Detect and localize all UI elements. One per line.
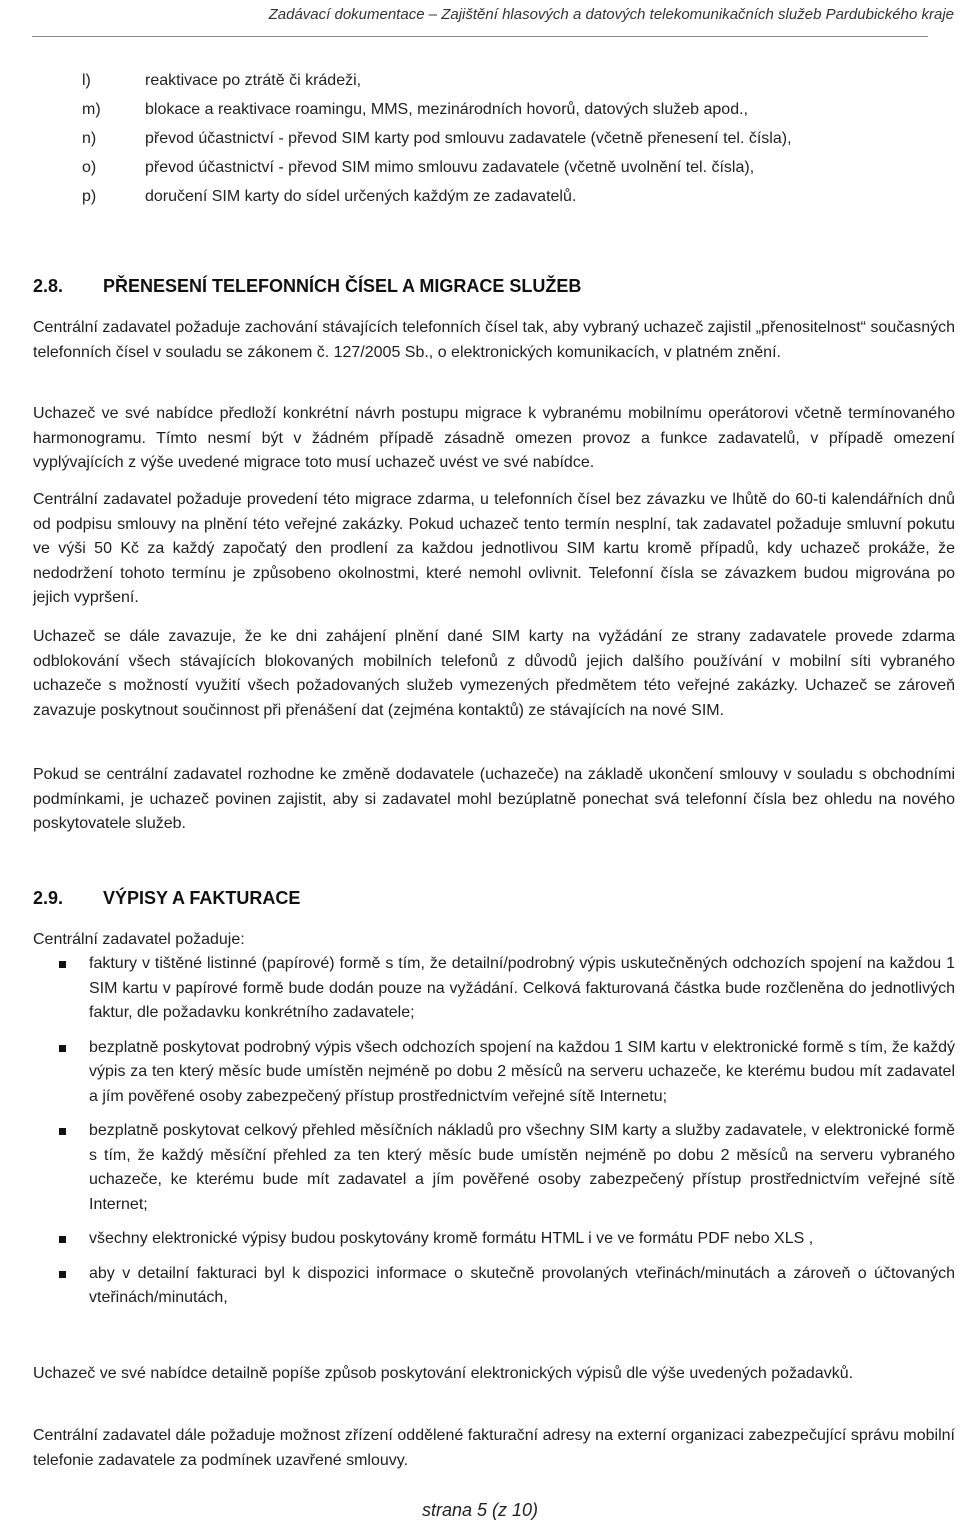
list-item — [82, 182, 942, 211]
bullet-square-icon — [59, 961, 66, 968]
section-title: PŘENESENÍ TELEFONNÍCH ČÍSEL A MIGRACE SLUŽEB — [103, 276, 582, 296]
bullet-square-icon — [59, 1128, 66, 1135]
list-item — [33, 1262, 955, 1311]
list-item — [33, 952, 955, 1026]
list-text: blokace a reaktivace roamingu, MMS, mezinárodních hovorů, datových služeb apod., — [145, 101, 748, 118]
section-heading-2-8 — [33, 276, 581, 297]
header-title: Zadávací dokumentace – Zajištění hlasových a datových telekomunikačních služeb Pardubického kraje — [268, 6, 954, 23]
paragraph: Centrální zadavatel požaduje provedení této migrace zdarma, u telefonních čísel bez závazku ve lhůtě do 60-ti kalendářních dnů od podpisu smlouvy na plnění této veřejné zakázky. Pokud uchazeč tento termín nesplní, tak zadavatel požaduje smluvní pokutu ve výši 50 Kč za každý započatý den prodlení za každou jednotlivou SIM kartu kromě případů, kdy uchazeč prokáže, že nedodržení tohoto termínu je způsobeno okolnostmi, které nemohl ovlivnit. Telefonní čísla se závazkem budou migrována po jejich vypršení. — [33, 491, 955, 606]
paragraph: Centrální zadavatel požaduje zachování stávajících telefonních čísel tak, aby vybraný uchazeč zajistil „přenositelnost“ současných telefonních čísel v souladu se zákonem č. 127/2005 Sb., o elektronických komunikacích, v platném znění. — [33, 319, 955, 361]
bullet-text: bezplatně poskytovat celkový přehled měsíčních nákladů pro všechny SIM karty a služby zadavatele, v elektronické formě s tím, že každý měsíční přehled za ten který měsíc bude umístěn nejméně po dobu 2 měsíců na serveru vybraného uchazeče, ke kterému bude mít zadavatel a jím pověřené osoby zabezpečený přístup prostřednictvím veřejné sítě Internet; — [89, 1122, 955, 1213]
bullet-square-icon — [59, 1045, 66, 1052]
section-title: VÝPISY A FAKTURACE — [103, 888, 301, 908]
lettered-list — [82, 66, 942, 211]
bullet-text: faktury v tištěné listinné (papírové) formě s tím, že detailní/podrobný výpis uskutečněných odchozích spojení na každou 1 SIM kartu v papírové formě bude dodán pouze na vyžádání. Celková fakturovaná částka bude rozčleněna do jednotlivých faktur, dle požadavku konkrétního zadavatele; — [89, 955, 955, 1021]
list-item — [33, 1227, 955, 1252]
paragraph: Centrální zadavatel požaduje: — [33, 931, 245, 948]
section-number: 2.8. — [33, 276, 64, 296]
page-header — [0, 0, 960, 32]
list-marker: n) — [82, 130, 97, 147]
list-text: převod účastnictví - převod SIM mimo smlouvu zadavatele (včetně uvolnění tel. čísla), — [145, 159, 755, 176]
list-marker: m) — [82, 101, 101, 118]
list-item — [33, 1119, 955, 1217]
bullet-list — [33, 952, 955, 1321]
list-item — [82, 153, 942, 182]
page-footer — [0, 1500, 960, 1521]
paragraph: Uchazeč ve své nabídce předloží konkrétní návrh postupu migrace k vybranému mobilnímu operátorovi včetně termínovaného harmonogramu. Tímto nesmí být v žádném případě zásadně omezen provoz a funkce zadavatelů, v případě omezení vyplývajících z výše uvedené migrace toto musí uchazeč uvést ve své nabídce. — [33, 405, 955, 471]
list-text: doručení SIM karty do sídel určených každým ze zadavatelů. — [145, 188, 577, 205]
bullet-text: aby v detailní fakturaci byl k dispozici informace o skutečně provolaných vteřinách/minutách a zároveň o účtovaných vteřinách/minutách, — [89, 1264, 955, 1306]
list-text: převod účastnictví - převod SIM karty pod smlouvu zadavatele (včetně přenesení tel. čísla), — [145, 130, 792, 147]
bullet-square-icon — [59, 1271, 66, 1278]
list-text: reaktivace po ztrátě či krádeži, — [145, 72, 362, 89]
section-heading-2-9 — [33, 888, 300, 909]
list-item — [33, 1036, 955, 1110]
page-number: strana 5 (z 10) — [421, 1500, 539, 1520]
paragraph: Pokud se centrální zadavatel rozhodne ke změně dodavatele (uchazeče) na základě ukončení smlouvy v souladu s obchodními podmínkami, je uchazeč povinen zajistit, aby si zadavatel mohl bezúplatně ponechat svá telefonní čísla bez ohledu na nového poskytovatele služeb. — [33, 766, 955, 832]
bullet-text: všechny elektronické výpisy budou poskytovány kromě formátu HTML i ve ve formátu PDF nebo XLS , — [89, 1230, 814, 1247]
list-item — [82, 124, 942, 153]
list-item — [82, 66, 942, 95]
list-item — [82, 95, 942, 124]
paragraph: Centrální zadavatel dále požaduje možnost zřízení oddělené fakturační adresy na externí organizaci zabezpečující správu mobilní telefonie zadavatele za podmínek uzavřené smlouvy. — [33, 1427, 955, 1469]
list-marker: p) — [82, 188, 97, 205]
header-divider — [32, 36, 928, 37]
list-marker: o) — [82, 159, 97, 176]
section-number: 2.9. — [33, 888, 64, 908]
bullet-square-icon — [59, 1236, 66, 1243]
paragraph: Uchazeč se dále zavazuje, že ke dni zahájení plnění dané SIM karty na vyžádání ze strany zadavatele provede zdarma odblokování všech stávajících blokovaných mobilních telefonů z důvodů jejich dalšího používání v mobilní síti vybraného uchazeče s možností využití všech požadovaných služeb vymezených předmětem této veřejné zakázky. Uchazeč se zároveň zavazuje poskytnout součinnost při přenášení dat (zejména kontaktů) ze stávajících na nové SIM. — [33, 628, 955, 719]
list-marker: l) — [82, 72, 91, 89]
bullet-text: bezplatně poskytovat podrobný výpis všech odchozích spojení na každou 1 SIM kartu v elektronické formě s tím, že každý výpis za ten který měsíc bude umístěn nejméně po dobu 2 měsíců na serveru uchazeče, ke kterému budou mít zadavatel a jím pověřené osoby zabezpečený přístup prostřednictvím veřejné sítě Internetu; — [89, 1038, 955, 1105]
paragraph: Uchazeč ve své nabídce detailně popíše způsob poskytování elektronických výpisů dle výše uvedených požadavků. — [33, 1365, 854, 1382]
